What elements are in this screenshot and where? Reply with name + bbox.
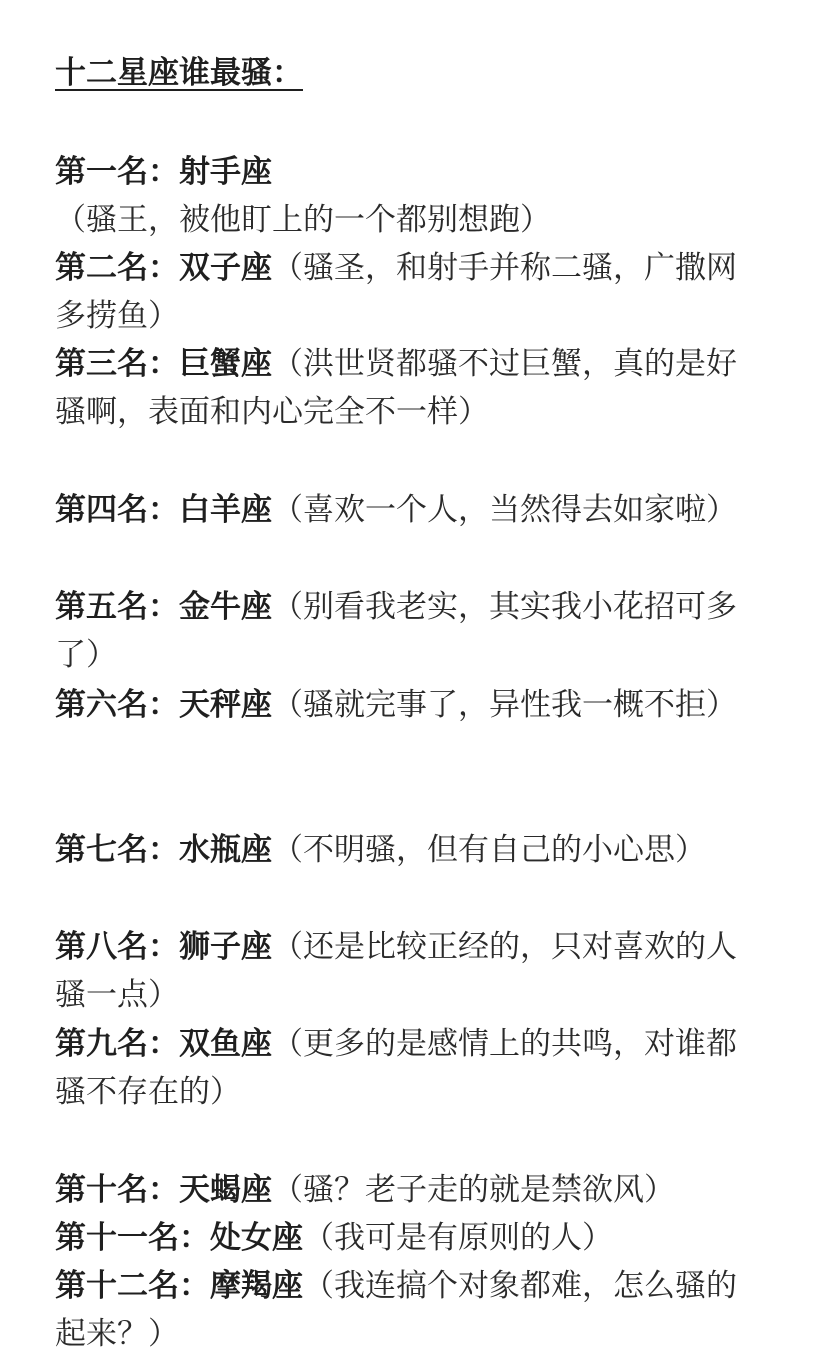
ranking-entry-10 xyxy=(55,1166,755,1214)
zodiac-sign: 双子座 xyxy=(179,250,272,286)
zodiac-sign: 双鱼座 xyxy=(179,1026,272,1062)
entry-description: （我可是有原则的人） xyxy=(303,1220,613,1256)
ranking-entry-7 xyxy=(55,826,755,874)
ranking-entry-4 xyxy=(55,486,755,534)
zodiac-sign: 天秤座 xyxy=(179,687,272,723)
entry-description: （别看我老实，其实我小花招可多了） xyxy=(55,589,737,673)
ranking-entry-3 xyxy=(55,340,755,436)
entry-description: （喜欢一个人，当然得去如家啦） xyxy=(272,492,737,528)
entry-description: （骚就完事了，异性我一概不拒） xyxy=(272,687,737,723)
rank-label: 第一名： xyxy=(55,154,179,190)
ranking-entry-1 xyxy=(55,148,755,244)
zodiac-sign: 水瓶座 xyxy=(179,832,272,868)
ranking-entry-9 xyxy=(55,1020,755,1116)
zodiac-sign: 巨蟹座 xyxy=(179,346,272,382)
entry-description: （洪世贤都骚不过巨蟹，真的是好骚啊，表面和内心完全不一样） xyxy=(55,346,737,430)
ranking-entry-11 xyxy=(55,1214,755,1262)
ranking-entry-2 xyxy=(55,244,755,340)
rank-label: 第二名： xyxy=(55,250,179,286)
zodiac-sign: 射手座 xyxy=(179,154,272,190)
zodiac-sign: 白羊座 xyxy=(179,492,272,528)
entry-description: （骚王，被他盯上的一个都别想跑） xyxy=(55,202,551,238)
rank-label: 第四名： xyxy=(55,492,179,528)
rank-label: 第九名： xyxy=(55,1026,179,1062)
entry-description: （不明骚，但有自己的小心思） xyxy=(272,832,706,868)
ranking-entry-12 xyxy=(55,1262,755,1358)
rank-label: 第十名： xyxy=(55,1172,179,1208)
zodiac-sign: 金牛座 xyxy=(179,589,272,625)
page-title: 十二星座谁最骚： xyxy=(55,55,303,91)
rank-label: 第五名： xyxy=(55,589,179,625)
entry-description: （更多的是感情上的共鸣，对谁都骚不存在的） xyxy=(55,1026,737,1110)
ranking-entry-8 xyxy=(55,923,755,1019)
entry-description: （还是比较正经的，只对喜欢的人骚一点） xyxy=(55,929,737,1013)
entry-description: （我连搞个对象都难，怎么骚的起来？） xyxy=(55,1268,737,1352)
rank-label: 第三名： xyxy=(55,346,179,382)
entry-description: （骚？老子走的就是禁欲风） xyxy=(272,1172,675,1208)
rank-label: 第十二名： xyxy=(55,1268,210,1304)
ranking-entry-5 xyxy=(55,583,755,679)
rank-label: 第十一名： xyxy=(55,1220,210,1256)
zodiac-sign: 天蝎座 xyxy=(179,1172,272,1208)
zodiac-sign: 处女座 xyxy=(210,1220,303,1256)
rank-label: 第六名： xyxy=(55,687,179,723)
zodiac-sign: 狮子座 xyxy=(179,929,272,965)
rank-label: 第七名： xyxy=(55,832,179,868)
ranking-entry-6 xyxy=(55,681,755,729)
zodiac-sign: 摩羯座 xyxy=(210,1268,303,1304)
rank-label: 第八名： xyxy=(55,929,179,965)
entry-description: （骚圣，和射手并称二骚，广撒网多捞鱼） xyxy=(55,250,737,334)
